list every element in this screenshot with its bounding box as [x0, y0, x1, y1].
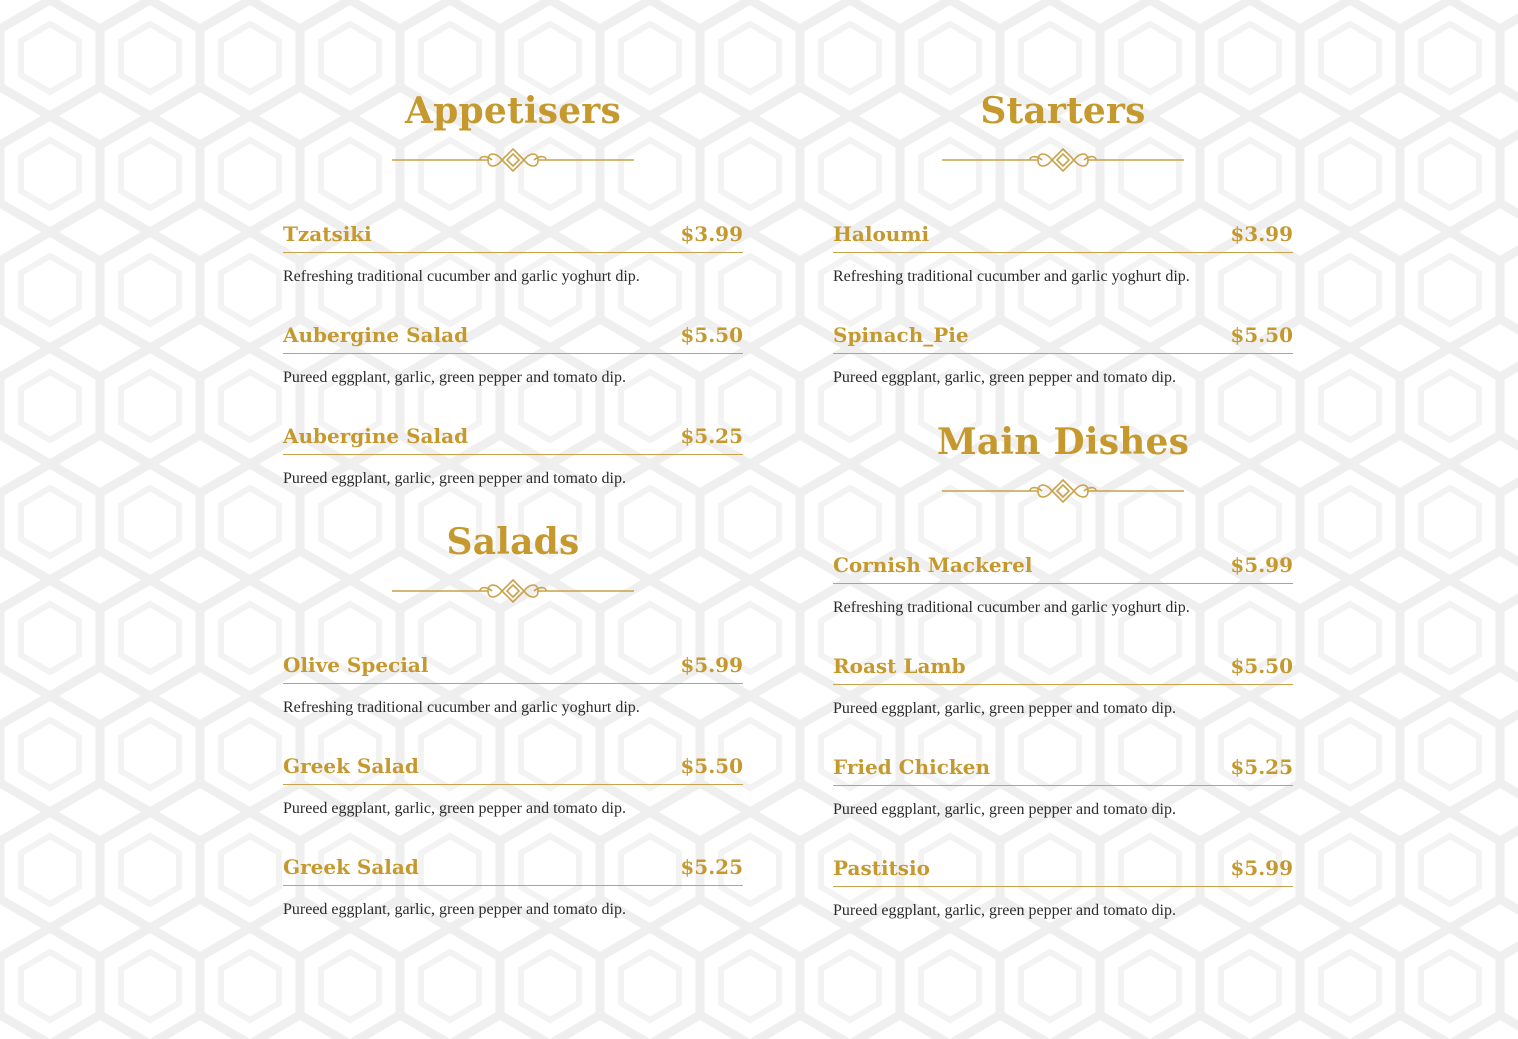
item-name: Tzatsiki — [283, 222, 372, 246]
item-price: $5.50 — [1230, 654, 1293, 678]
item-price: $5.25 — [680, 424, 743, 448]
menu-item — [833, 547, 1293, 618]
item-price: $5.99 — [1230, 856, 1293, 880]
item-description: Refreshing traditional cucumber and garlic yoghurt dip. — [833, 268, 1190, 285]
item-price: $5.50 — [680, 754, 743, 778]
item-name: Haloumi — [833, 222, 930, 246]
menu-item — [283, 317, 743, 388]
item-description: Pureed eggplant, garlic, green pepper and tomato dip. — [283, 901, 626, 918]
menu-item — [283, 849, 743, 920]
item-name: Greek Salad — [283, 855, 419, 879]
item-description: Pureed eggplant, garlic, green pepper and tomato dip. — [833, 902, 1176, 919]
section-title-starters: Starters — [980, 90, 1146, 132]
menu-item — [283, 418, 743, 489]
item-price: $5.50 — [1230, 323, 1293, 347]
section-salads — [283, 519, 743, 920]
item-price: $5.25 — [1230, 755, 1293, 779]
item-name: Fried Chicken — [833, 755, 991, 779]
section-main-dishes — [833, 419, 1293, 921]
item-price: $5.99 — [680, 653, 743, 677]
section-title-appetisers: Appetisers — [405, 90, 621, 132]
ornament-divider-icon — [938, 477, 1188, 505]
item-description: Refreshing traditional cucumber and garlic yoghurt dip. — [283, 699, 640, 716]
menu-item — [283, 216, 743, 287]
item-name: Aubergine Salad — [283, 323, 469, 347]
item-description: Refreshing traditional cucumber and garlic yoghurt dip. — [283, 268, 640, 285]
section-appetisers — [283, 88, 743, 489]
item-price: $5.50 — [680, 323, 743, 347]
item-price: $5.25 — [680, 855, 743, 879]
menu-item — [283, 647, 743, 718]
ornament-divider-icon — [938, 146, 1188, 174]
item-price: $5.99 — [1230, 553, 1293, 577]
item-price: $3.99 — [1230, 222, 1293, 246]
menu-item — [833, 648, 1293, 719]
section-starters — [833, 88, 1293, 388]
item-name: Aubergine Salad — [283, 424, 469, 448]
ornament-divider-icon — [388, 577, 638, 605]
menu-item — [833, 317, 1293, 388]
menu-item — [833, 216, 1293, 287]
menu-item — [283, 748, 743, 819]
section-title-salads: Salads — [446, 521, 580, 563]
item-name: Greek Salad — [283, 754, 419, 778]
item-description: Pureed eggplant, garlic, green pepper and tomato dip. — [833, 700, 1176, 717]
menu-item — [833, 749, 1293, 820]
item-description: Pureed eggplant, garlic, green pepper and tomato dip. — [833, 369, 1176, 386]
item-name: Pastitsio — [833, 856, 930, 880]
item-description: Pureed eggplant, garlic, green pepper and tomato dip. — [283, 470, 626, 487]
item-description: Pureed eggplant, garlic, green pepper and tomato dip. — [833, 801, 1176, 818]
section-title-main-dishes: Main Dishes — [936, 421, 1190, 463]
ornament-divider-icon — [388, 146, 638, 174]
item-name: Olive Special — [283, 653, 429, 677]
item-price: $3.99 — [680, 222, 743, 246]
item-name: Roast Lamb — [833, 654, 966, 678]
item-description: Pureed eggplant, garlic, green pepper and tomato dip. — [283, 800, 626, 817]
item-description: Refreshing traditional cucumber and garlic yoghurt dip. — [833, 599, 1190, 616]
menu-item — [833, 850, 1293, 921]
item-name: Spinach_Pie — [833, 323, 969, 347]
item-description: Pureed eggplant, garlic, green pepper and tomato dip. — [283, 369, 626, 386]
item-name: Cornish Mackerel — [833, 553, 1033, 577]
